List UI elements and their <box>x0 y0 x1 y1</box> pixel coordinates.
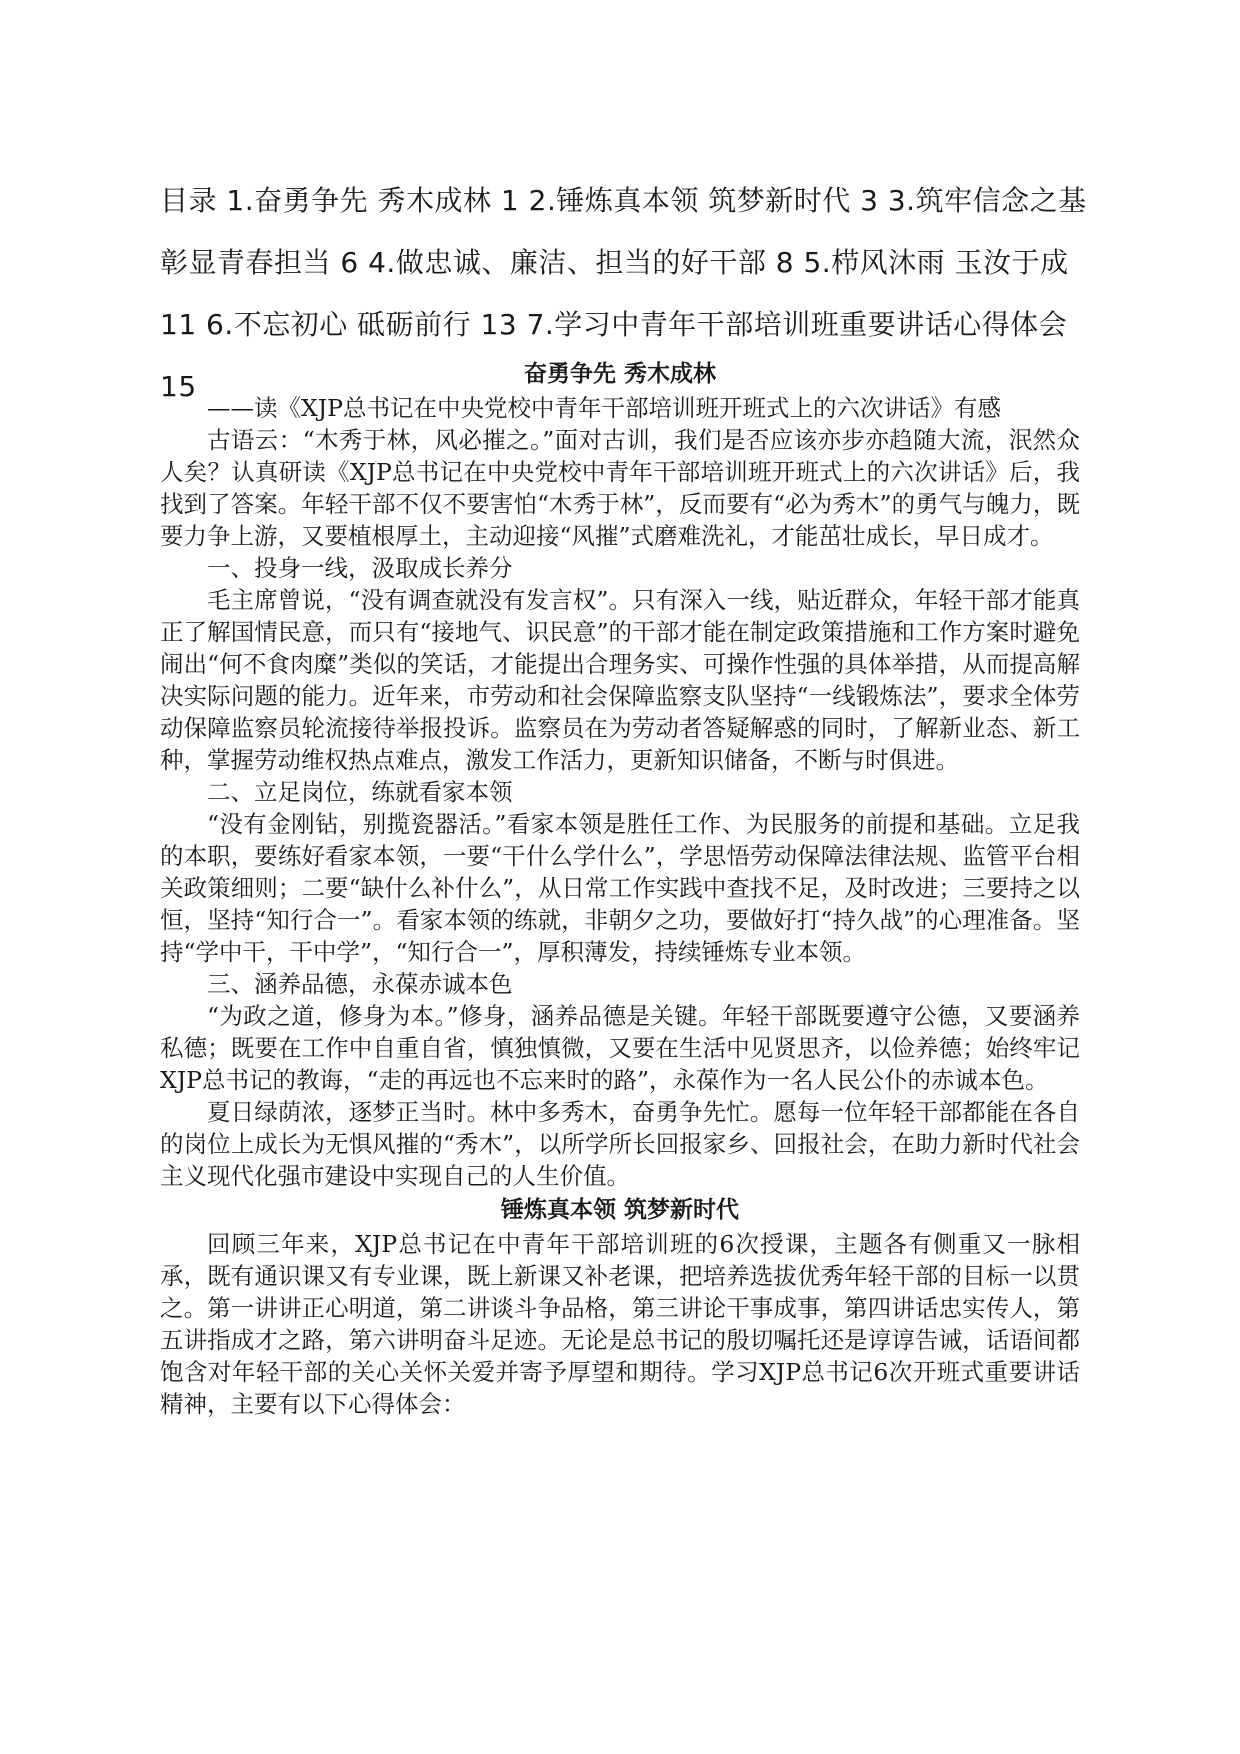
body-paragraph: “为政之道，修身为本。”修身，涵养品德是关键。年轻干部既要遵守公德，又要涵养私德；既要在工作中自重自省，慎独慎微，又要在生活中见贤思齐，以俭养德；始终牢记XJP总书记的教诲，“走的再远也不忘来时的路”，永葆作为一名人民公仆的赤诚本色。 <box>160 1002 1080 1094</box>
table-of-contents: 目录 1.奋勇争先 秀木成林 1 2.锤炼真本领 筑梦新时代 3 3.筑牢信念之基 彰显青春担当 6 4.做忠诚、廉洁、担当的好干部 8 5.栉风沐雨 玉汝于成 11 6.不忘初心 砥砺前行 13 7.学习中青年干部培训班重要讲话心得体会 15 <box>160 184 1087 403</box>
article-title: 奋勇争先 秀木成林 <box>523 361 716 387</box>
section-heading: 一、投身一线，汲取成长养分 <box>207 554 513 582</box>
section-heading: 二、立足岗位，练就看家本领 <box>207 778 513 806</box>
body-paragraph: 毛主席曾说，“没有调查就没有发言权”。只有深入一线，贴近群众，年轻干部才能真正了解国情民意，而只有“接地气、识民意”的干部才能在制定政策措施和工作方案时避免闹出“何不食肉糜”类似的笑话，才能提出合理务实、可操作性强的具体举措，从而提高解决实际问题的能力。近年来，市劳动和社会保障监察支队坚持“一线锻炼法”，要求全体劳动保障监察员轮流接待举报投诉。监察员在为劳动者答疑解惑的同时，了解新业态、新工种，掌握劳动维权热点难点，激发工作活力，更新知识储备，不断与时俱进。 <box>160 586 1080 774</box>
article-title: 锤炼真本领 筑梦新时代 <box>500 1197 739 1223</box>
body-paragraph: 回顾三年来，XJP总书记在中青年干部培训班的6次授课，主题各有侧重又一脉相承，既有通识课又有专业课，既上新课又补老课，把培养选拔优秀年轻干部的目标一以贯之。第一讲讲正心明道，第二讲谈斗争品格，第三讲论干事成事，第四讲话忠实传人，第五讲指成才之路，第六讲明奋斗足迹。无论是总书记的殷切嘱托还是谆谆告诫，话语间都饱含对年轻干部的关心关怀关爱并寄予厚望和期待。学习XJP总书记6次开班式重要讲话精神，主要有以下心得体会： <box>160 1230 1080 1418</box>
intro-paragraph: 古语云：“木秀于林，风必摧之。”面对古训，我们是否应该亦步亦趋随大流，泯然众人矣？认真研读《XJP总书记在中央党校中青年干部培训班开班式上的六次讲话》后，我找到了答案。年轻干部不仅不要害怕“木秀于林”，反而要有“必为秀木”的勇气与魄力，既要力争上游，又要植根厚土，主动迎接“风摧”式磨难洗礼，才能茁壮成长，早日成才。 <box>160 426 1080 550</box>
document-body <box>160 356 1080 1420</box>
body-paragraph: “没有金刚钻，别揽瓷器活。”看家本领是胜任工作、为民服务的前提和基础。立足我的本职，要练好看家本领，一要“干什么学什么”，学思悟劳动保障法律法规、监管平台相关政策细则；二要“缺什么补什么”，从日常工作实践中查找不足，及时改进；三要持之以恒，坚持“知行合一”。看家本领的练就，非朝夕之功，要做好打“持久战”的心理准备。坚持“学中干，干中学”，“知行合一”，厚积薄发，持续锤炼专业本领。 <box>160 810 1080 966</box>
article-subtitle: ——读《XJP总书记在中央党校中青年干部培训班开班式上的六次讲话》有感 <box>207 394 1001 422</box>
section-heading: 三、涵养品德，永葆赤诚本色 <box>207 970 513 998</box>
closing-paragraph: 夏日绿荫浓，逐梦正当时。林中多秀木，奋勇争先忙。愿每一位年轻干部都能在各自的岗位上成长为无惧风摧的“秀木”，以所学所长回报家乡、回报社会，在助力新时代社会主义现代化强市建设中实现自己的人生价值。 <box>160 1098 1080 1190</box>
